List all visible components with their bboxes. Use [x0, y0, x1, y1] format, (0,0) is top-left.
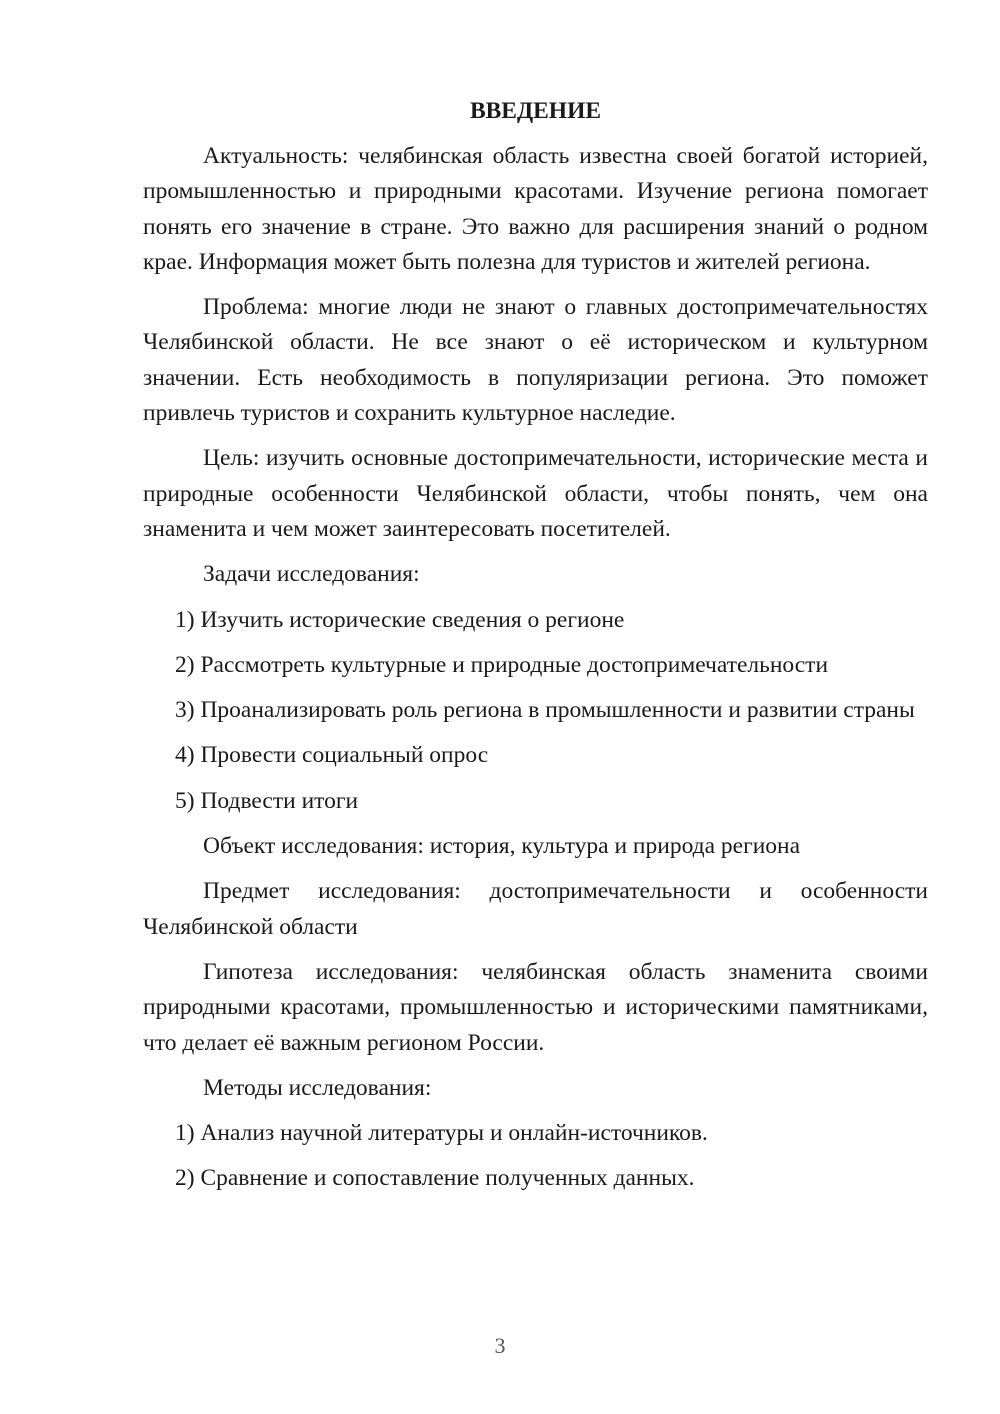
- task-item-3: 3) Проанализировать роль региона в промышленности и развитии страны: [175, 697, 915, 724]
- method-item-2: 2) Сравнение и сопоставление полученных данных.: [175, 1165, 695, 1192]
- subject-paragraph: Предмет исследования: достопримечательности и особенности Челябинской области: [143, 878, 928, 940]
- task-item-2: 2) Рассмотреть культурные и природные достопримечательности: [175, 651, 829, 678]
- section-heading: ВВЕДЕНИЕ: [469, 98, 602, 124]
- task-item-5: 5) Подвести итоги: [175, 787, 359, 814]
- task-item-1: 1) Изучить исторические сведения о регионе: [175, 606, 625, 633]
- task-item-4: 4) Провести социальный опрос: [175, 742, 489, 769]
- hypothesis-paragraph: Гипотеза исследования: челябинская область знаменита своими природными красотами, промышленностью и историческими памятниками, что делает её важным регионом России.: [143, 958, 928, 1056]
- relevance-paragraph: Актуальность: челябинская область известна своей богатой историей, промышленностью и природными красотами. Изучение региона помогает понять его значение в стране. Это важно для расширения знаний о родном крае. Информация может быть полезна для туристов и жителей региона.: [143, 143, 928, 275]
- goal-paragraph: Цель: изучить основные достопримечательности, исторические места и природные особенности Челябинской области, чтобы понять, чем она знаменита и чем может заинтересовать посетителей.: [143, 445, 928, 542]
- page-number: 3: [494, 1333, 506, 1358]
- methods-heading: Методы исследования:: [203, 1074, 432, 1101]
- document-page: [143, 93, 928, 1207]
- method-item-1: 1) Анализ научной литературы и онлайн-источников.: [175, 1120, 708, 1147]
- object-paragraph: Объект исследования: история, культура и природа региона: [203, 833, 801, 860]
- problem-paragraph: Проблема: многие люди не знают о главных достопримечательностях Челябинской области. Не все знают о её историческом и культурном значении. Есть необходимость в популяризации региона. Это поможет привлечь туристов и сохранить культурное наследие.: [143, 294, 928, 427]
- tasks-heading: Задачи исследования:: [203, 561, 420, 588]
